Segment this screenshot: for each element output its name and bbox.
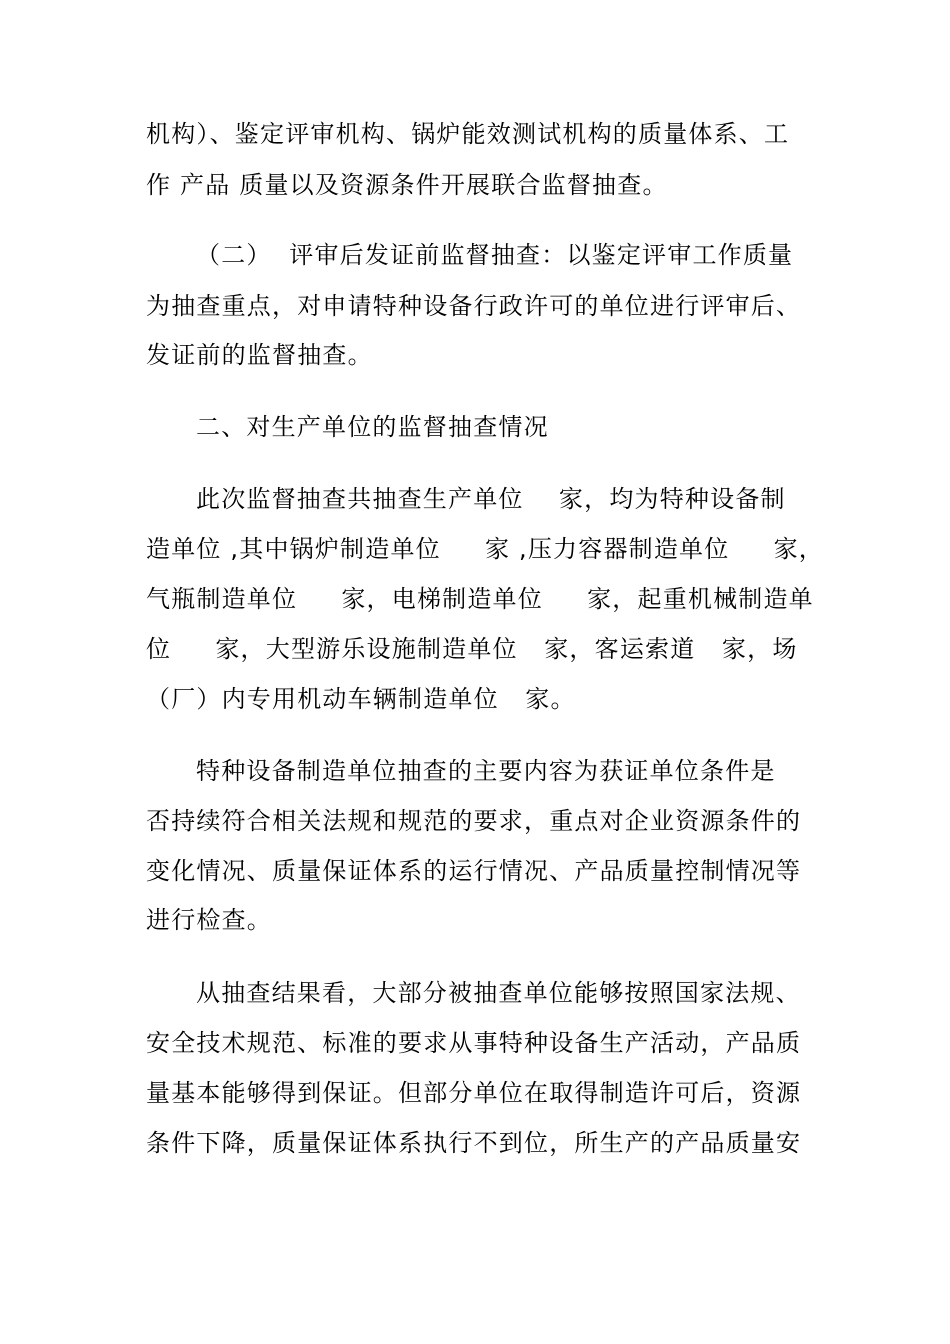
text-line: 变化情况、质量保证体系的运行情况、产品质量控制情况等 (146, 857, 802, 885)
text-line: （厂）内专用机动车辆制造单位 家。 (146, 685, 576, 713)
text-line: 否持续符合相关法规和规范的要求，重点对企业资源条件的 (146, 807, 802, 835)
text-line: 从抽查结果看，大部分被抽查单位能够按照国家法规、 (196, 979, 801, 1007)
text-line: 安全技术规范、标准的要求从事特种设备生产活动，产品质 (146, 1029, 802, 1057)
text-line: 此次监督抽查共抽查生产单位 家，均为特种设备制 (196, 485, 786, 513)
text-line: 条件下降，质量保证体系执行不到位，所生产的产品质量安 (146, 1129, 802, 1157)
text-line: 位 家，大型游乐设施制造单位 家，客运索道 家，场 (146, 635, 798, 663)
heading-line: 二、对生产单位的监督抽查情况 (196, 413, 549, 441)
text-line: 进行检查。 (146, 906, 272, 934)
text-line: （二） 评审后发证前监督抽查：以鉴定评审工作质量 (196, 241, 794, 269)
text-line: 发证前的监督抽查。 (146, 341, 373, 369)
text-line: 为抽查重点，对申请特种设备行政许可的单位进行评审后、 (146, 292, 802, 320)
text-line: 造单位 ,其中锅炉制造单位 家 ,压力容器制造单位 家， (146, 535, 825, 563)
text-line: 机构）、鉴定评审机构、锅炉能效测试机构的质量体系、工 (146, 120, 790, 148)
text-line: 特种设备制造单位抽查的主要内容为获证单位条件是 (196, 757, 776, 785)
text-line: 量基本能够得到保证。但部分单位在取得制造许可后，资源 (146, 1079, 802, 1107)
text-line: 气瓶制造单位 家，电梯制造单位 家，起重机械制造单 (146, 585, 814, 613)
text-line: 作 产品 质量以及资源条件开展联合监督抽查。 (146, 171, 668, 199)
